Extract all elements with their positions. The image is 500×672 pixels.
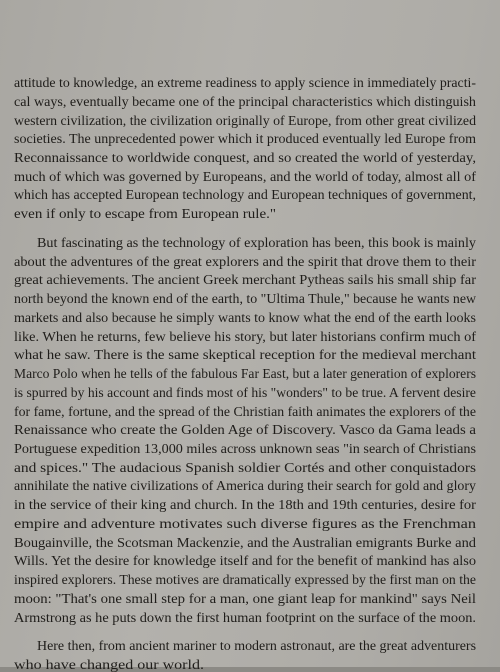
text-line: even if only to escape from European rule." xyxy=(14,206,276,222)
text-line: markets and also because he simply wants to know what the end of the earth looks xyxy=(14,309,477,325)
text-line: much of which was governed by Europeans, and the world of today, almost all of xyxy=(14,168,477,184)
text-line: like. When he returns, few believe his story, but later historians confirm much of xyxy=(14,328,477,344)
text-line: Wills. Yet the desire for knowledge itself and for the benefit of mankind has also xyxy=(14,553,477,569)
text-line: empire and adventure motivates such diverse figures as the Frenchman xyxy=(14,515,477,531)
text-line: Armstrong as he puts down the first human footprint on the surface of the moon. xyxy=(14,609,477,625)
text-line: Portuguese expedition 13,000 miles across unknown seas "in search of Christians xyxy=(14,440,477,456)
text-line: attitude to knowledge, an extreme readiness to apply science in immediately practi- xyxy=(14,75,477,90)
text-line: for fame, fortune, and the spread of the Christian faith animates the explorers of the xyxy=(14,403,476,419)
text-line: Renaissance who create the Golden Age of Discovery. Vasco da Gama leads a xyxy=(14,422,477,438)
text-line: who have changed our world. xyxy=(14,657,204,672)
text-line: moon: "That's one small step for a man, one giant leap for mankind" says Neil xyxy=(14,590,476,606)
text-line: great achievements. The ancient Greek merchant Pytheas sails his small ship far xyxy=(14,272,477,288)
text-line: But fascinating as the technology of exploration has been, this book is mainly xyxy=(37,234,476,250)
text-line: and spices." The audacious Spanish soldier Cortés and other conquistadors xyxy=(14,459,476,475)
text-line: annihilate the native civilizations of America during their search for gold and glory xyxy=(14,478,476,494)
text-line: inspired explorers. These motives are dramatically expressed by the first man on the xyxy=(14,572,476,588)
text-line: cal ways, eventually became one of the principal characteristics which distinguish xyxy=(14,93,476,109)
text-line: north beyond the known end of the earth, to "Ultima Thule," because he wants new xyxy=(14,291,477,307)
text-line: about the adventures of the great explorers and the spirit that drove them to their xyxy=(14,253,477,269)
text-line: which has accepted European technology and European techniques of government, xyxy=(14,187,477,203)
text-line: Reconnaissance to worldwide conquest, and so created the world of yesterday, xyxy=(14,149,477,165)
text-line: Here then, from ancient mariner to modern astronaut, are the great adventurers xyxy=(37,638,477,654)
text-line: western civilization, the civilization originally of Europe, from other great civilized xyxy=(14,112,477,128)
text-line: is spurred by his account and finds most of his "wonders" to be true. A fervent desire xyxy=(14,384,476,400)
text-line: Bougainville, the Scotsman Mackenzie, and the Australian emigrants Burke and xyxy=(14,534,477,550)
text-line: in the service of their king and church. In the 18th and 19th centuries, desire for xyxy=(14,497,477,513)
text-line: Marco Polo when he tells of the fabulous Far East, but a later generation of explorers xyxy=(14,366,477,381)
text-line: what he saw. There is the same skeptical reception for the medieval merchant xyxy=(14,347,477,363)
text-line: societies. The unprecedented power which it produced eventually led Europe from xyxy=(14,131,477,147)
